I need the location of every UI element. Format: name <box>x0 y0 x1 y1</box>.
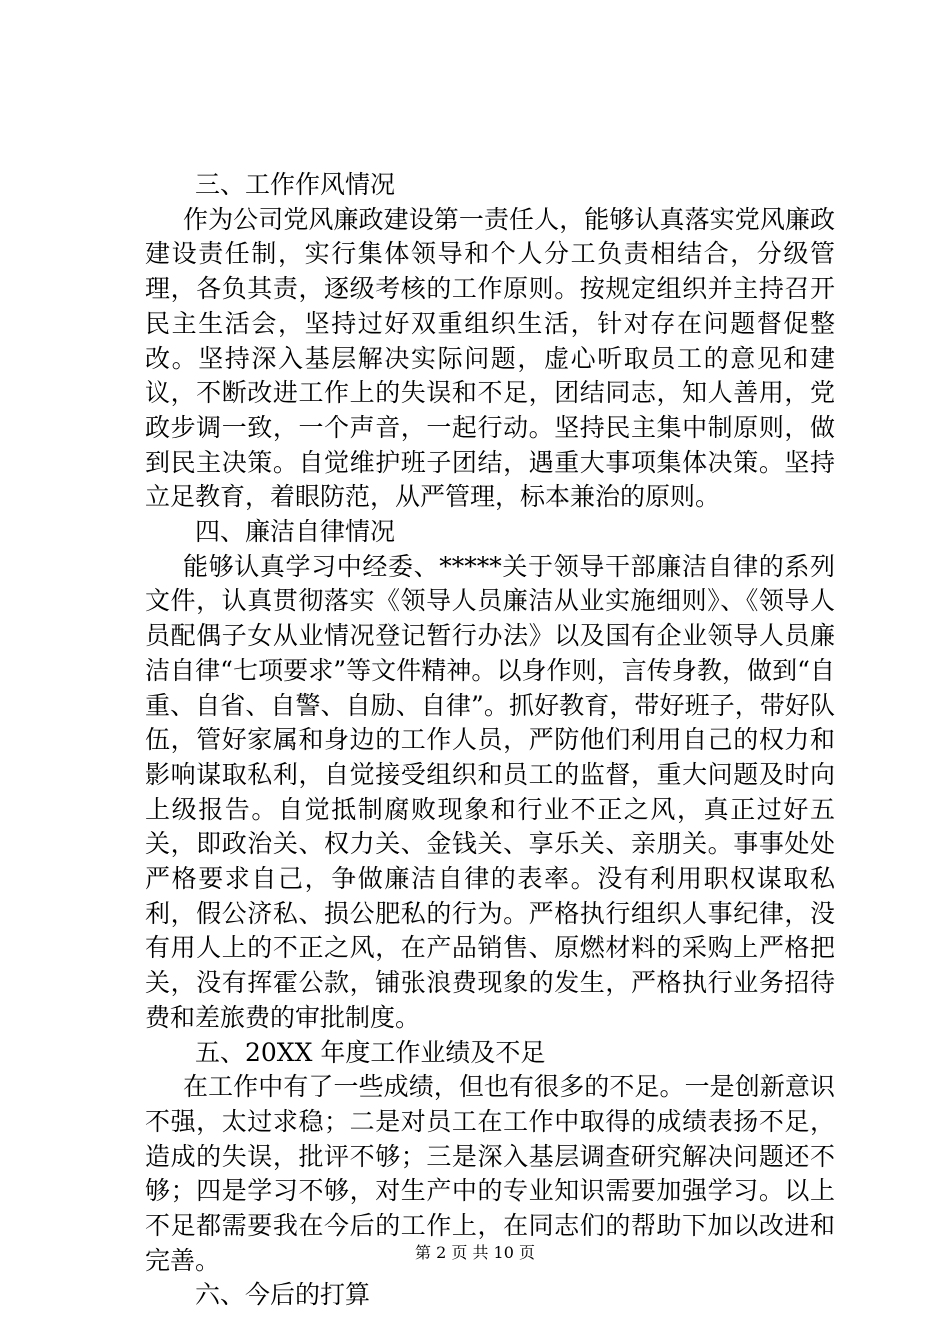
section-heading-performance: 五、20XX 年度工作业绩及不足 <box>195 1037 546 1067</box>
section-body-integrity: 能够认真学习中经委、*****关于领导干部廉洁自律的系列文件，认真贯彻落实《领导人员廉洁从业实施细则》、《领导人员配偶子女从业情况登记暂行办法》以及国有企业领导人员廉洁自律“七项要求”等文件精神。以身作则，言传身教，做到“自重、自省、自警、自励、自律”。抓好教育，带好班子，带好队伍，管好家属和身边的工作人员，严防他们利用自己的权力和影响谋取私利，自觉接受组织和员工的监督，重大问题及时向上级报告。自觉抵制腐败现象和行业不正之风，真正过好五关，即政治关、权力关、金钱关、享乐关、亲朋关。事事处处严格要求自己，争做廉洁自律的表率。没有利用职权谋取私利，假公济私、损公肥私的行为。严格执行组织人事纪律，没有用人上的不正之风，在产品销售、原燃材料的采购上严格把关，没有挥霍公款，铺张浪费现象的发生，严格执行业务招待费和差旅费的审批制度。 <box>145 551 835 1032</box>
section-heading-future-plans: 六、今后的打算 <box>195 1280 371 1310</box>
section-body-performance: 在工作中有了一些成绩，但也有很多的不足。一是创新意识不强，太过求稳；二是对员工在工作中取得的成绩表扬不足，造成的失误，批评不够；三是深入基层调查研究解决问题还不够；四是学习不够，对生产中的专业知识需要加强学习。以上不足都需要我在今后的工作上，在同志们的帮助下加以改进和完善。 <box>145 1072 835 1275</box>
section-body-work-style: 作为公司党风廉政建设第一责任人，能够认真落实党风廉政建设责任制，实行集体领导和个人分工负责相结合，分级管理，各负其责，逐级考核的工作原则。按规定组织并主持召开民主生活会，坚持过好双重组织生活，针对存在问题督促整改。坚持深入基层解决实际问题，虚心听取员工的意见和建议，不断改进工作上的失误和不足，团结同志，知人善用，党政步调一致，一个声音，一起行动。坚持民主集中制原则，做到民主决策。自觉维护班子团结，遇重大事项集体决策。坚持立足教育，着眼防范，从严管理，标本兼治的原则。 <box>145 204 835 512</box>
section-heading-work-style: 三、工作作风情况 <box>195 170 396 199</box>
document-body <box>145 168 835 1313</box>
section-heading-integrity: 四、廉洁自律情况 <box>195 517 396 547</box>
page-number-footer: 第 2 页 共 10 页 <box>415 1243 535 1262</box>
